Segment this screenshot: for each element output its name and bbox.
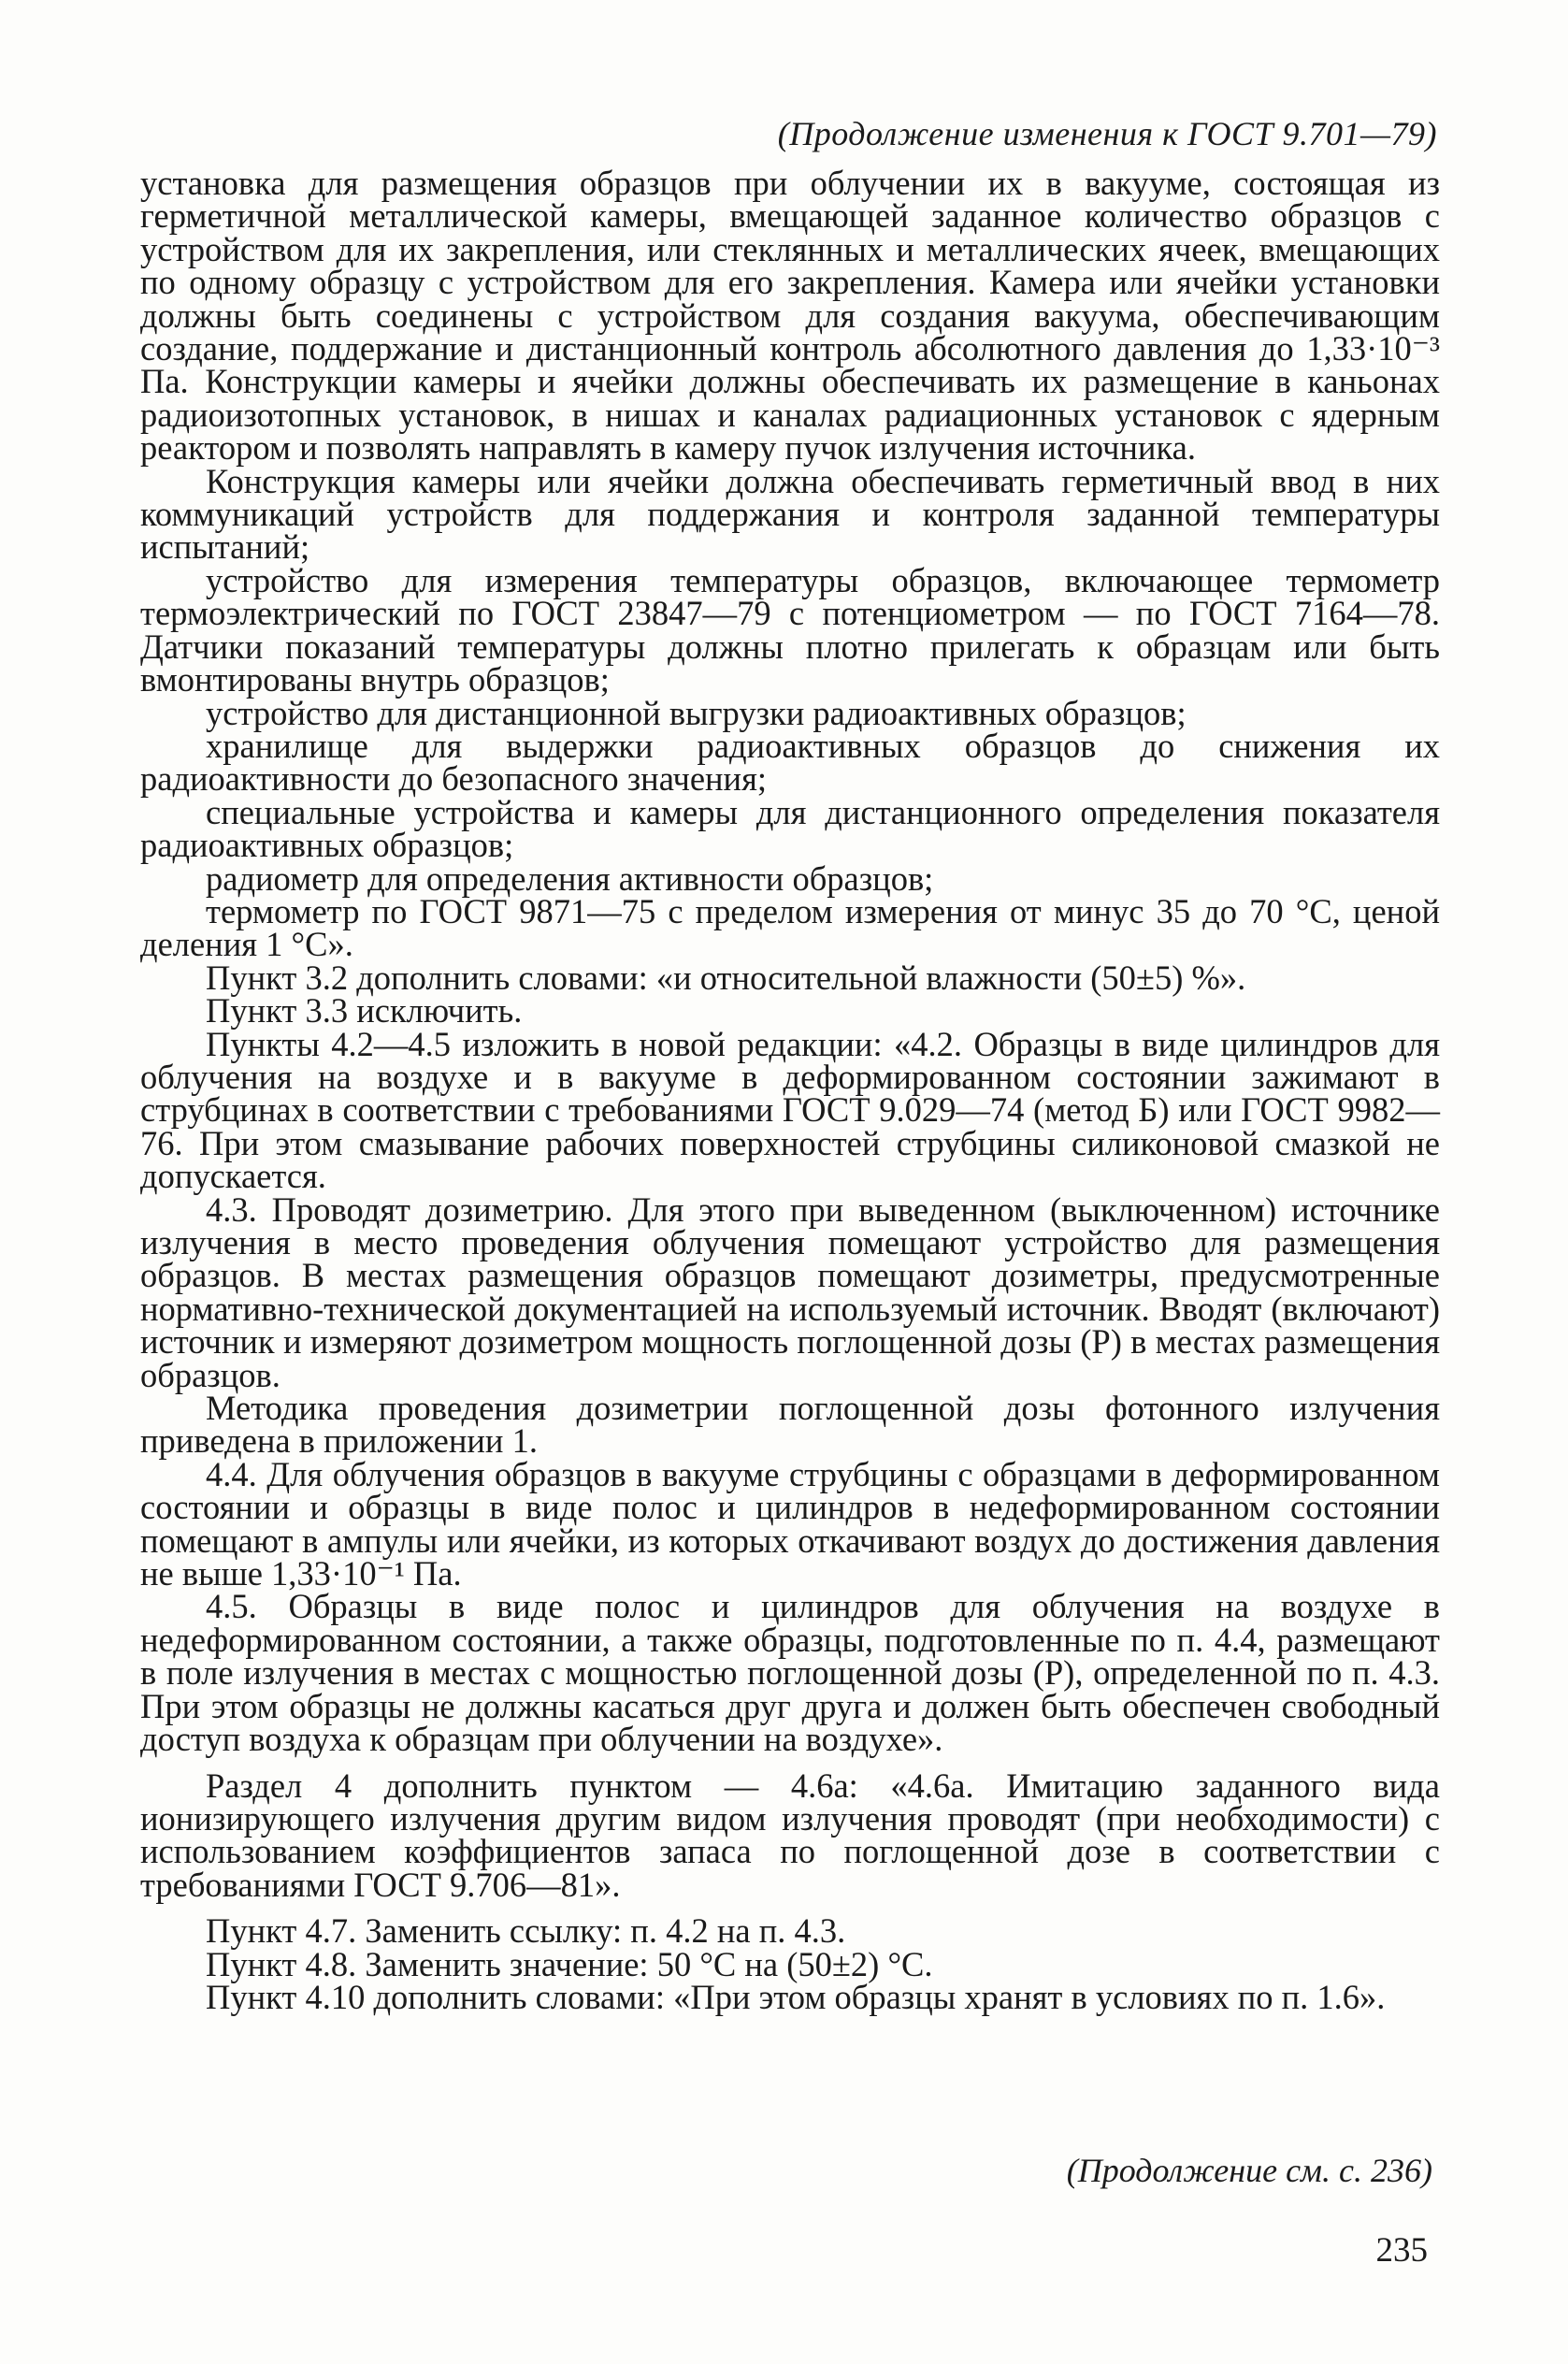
paragraph: хранилище для выдержки радиоактивных образцов до снижения их радиоактивности до безопасного значения; bbox=[140, 726, 1440, 799]
paragraph: термометр по ГОСТ 9871—75 с пределом измерения от минус 35 до 70 °С, ценой деления 1 °С». bbox=[140, 891, 1440, 964]
paragraph: Пункт 4.7. Заменить ссылку: п. 4.2 на п. 4.3. bbox=[206, 1911, 846, 1951]
paragraph: Пункты 4.2—4.5 изложить в новой редакции: «4.2. Образцы в виде цилиндров для облучения на воздухе и в вакууме в деформированном состоянии зажимают в струбцинах в соответствии с требованиями ГОСТ 9.029—74 (метод Б) или ГОСТ 9982—76. При этом смазывание рабочих поверхностей струбцины силиконовой смазкой не допускается. bbox=[140, 1024, 1440, 1196]
paragraph: Пункт 3.2 дополнить словами: «и относительной влажности (50±5) %». bbox=[206, 958, 1246, 997]
paragraph: Пункт 3.3 исключить. bbox=[206, 991, 523, 1031]
paragraph: Методика проведения дозиметрии поглощенной дозы фотонного излучения приведена в приложении 1. bbox=[140, 1389, 1440, 1461]
continuation-footer: (Продолжение см. с. 236) bbox=[1066, 2152, 1432, 2189]
paragraph: устройство для измерения температуры образцов, включающее термометр термоэлектрический по ГОСТ 23847—79 с потенциометром — по ГОСТ 7164—78. Датчики показаний температуры должны плотно прилегать к образцам или быть вмонтированы внутрь образцов; bbox=[140, 560, 1440, 699]
paragraph: Конструкция камеры или ячейки должна обеспечивать герметичный ввод в них коммуникаций устройств для поддержания и контроля заданной температуры испытаний; bbox=[140, 461, 1440, 567]
paragraph: радиометр для определения активности образцов; bbox=[206, 858, 934, 898]
paragraph: 4.3. Проводят дозиметрию. Для этого при выведенном (выключенном) источнике излучения в место проведения облучения помещают устройство для размещения образцов. В местах размещения образцов помещают дозиметры, предусмотренные нормативно-технической документацией на используемый источник. Вводят (включают) источник и измеряют дозиметром мощность поглощенной дозы (P) в местах размещения образцов. bbox=[140, 1189, 1440, 1394]
paragraph: установка для размещения образцов при облучении их в вакууме, состоящая из герметичной металлической камеры, вмещающей заданное количество образцов с устройством для их закрепления, или стеклянных и металлических ячеек, вмещающих по одному образцу с устройством для его закрепления. Камера или ячейки установки должны быть соединены с устройством для создания вакуума, обеспечивающим создание, поддержание и дистанционный контроль абсолютного давления до 1,33·10⁻³ Па. Конструкции камеры и ячейки должны обеспечивать их размещение в каньонах радиоизотопных установок, в нишах и каналах радиационных установок с ядерным реактором и позволять направлять в камеру пучок излучения источника. bbox=[140, 164, 1440, 468]
paragraph: Пункт 4.8. Заменить значение: 50 °С на (50±2) °С. bbox=[206, 1944, 933, 1983]
paragraph: 4.5. Образцы в виде полос и цилиндров для облучения на воздухе в недеформированном состоянии, а также образцы, подготовленные по п. 4.4, размещают в поле излучения в местах с мощностью поглощенной дозы (P), определенной по п. 4.3. При этом образцы не должны касаться друг друга и должен быть обеспечен свободный доступ воздуха к образцам при облучении на воздухе». bbox=[140, 1587, 1440, 1759]
document-body bbox=[140, 164, 1440, 2016]
paragraph: специальные устройства и камеры для дистанционного определения показателя радиоактивных образцов; bbox=[140, 792, 1440, 865]
paragraph: устройство для дистанционной выгрузки радиоактивных образцов; bbox=[206, 693, 1187, 732]
paragraph: 4.4. Для облучения образцов в вакууме струбцины с образцами в деформированном состоянии и образцы в виде полос и цилиндров в недеформированном состоянии помещают в ампулы или ячейки, из которых откачивают воздух до достижения давления не выше 1,33·10⁻¹ Па. bbox=[140, 1454, 1440, 1593]
paragraph: Пункт 4.10 дополнить словами: «При этом образцы хранят в условиях по п. 1.6». bbox=[206, 1977, 1386, 2016]
page-number: 235 bbox=[1375, 2231, 1428, 2270]
paragraph: Раздел 4 дополнить пунктом — 4.6а: «4.6а. Имитацию заданного вида ионизирующего излучения другим видом излучения проводят (при необходимости) с использованием коэффициентов запаса по поглощенной дозе в соответствии с требованиями ГОСТ 9.706—81». bbox=[140, 1766, 1440, 1904]
continuation-header: (Продолжение изменения к ГОСТ 9.701—79) bbox=[777, 115, 1437, 152]
